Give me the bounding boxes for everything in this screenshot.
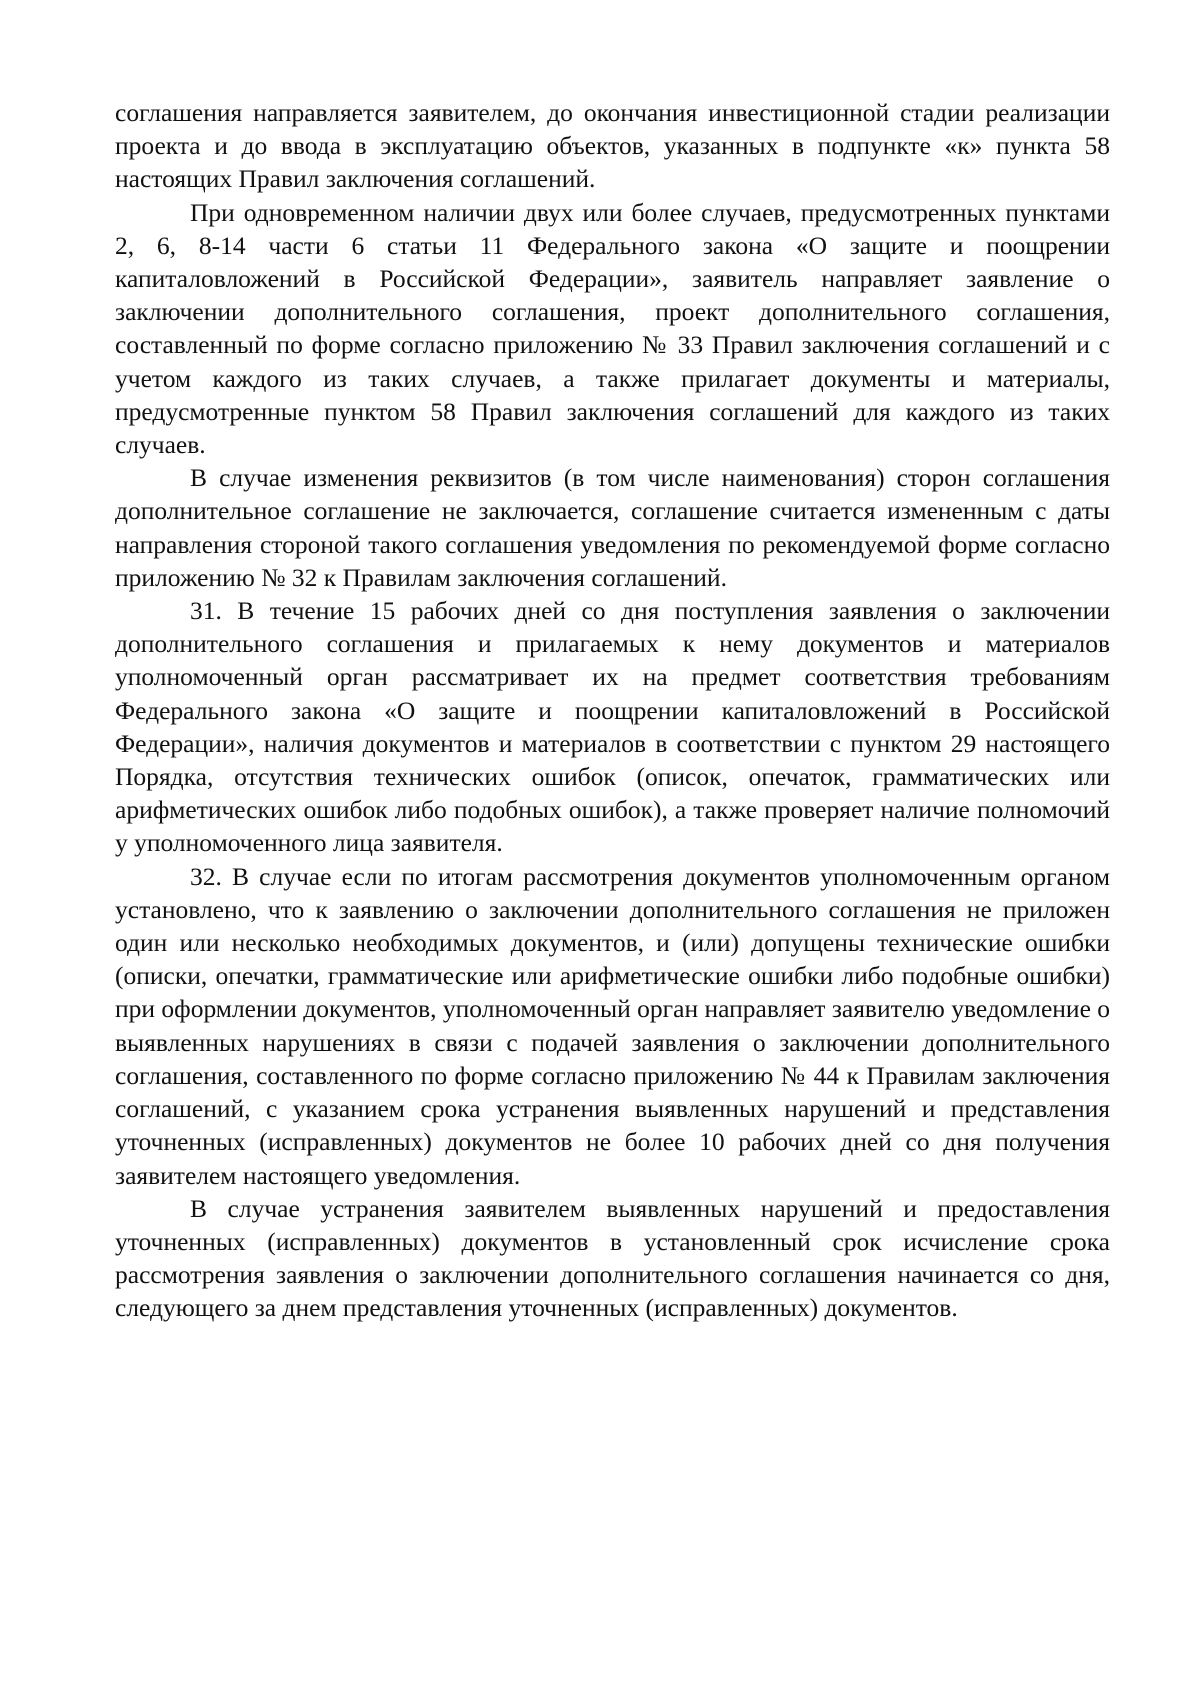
paragraph-multiple-cases: При одновременном наличии двух или более случаев, предусмотренных пунктами 2, 6, 8-14 части 6 статьи 11 Федерального закона «О защите и поощрении капиталовложений в Российской Федерации», заявитель направляет заявление о заключении дополнительного соглашения, проект дополнительного соглашения, составленный по форме согласно приложению № 33 Правил заключения соглашений и с учетом каждого из таких случаев, а также прилагает документы и материалы, предусмотренные пунктом 58 Правил заключения соглашений для каждого из таких случаев. xyxy=(115,197,1110,460)
paragraph-requisites-change: В случае изменения реквизитов (в том числе наименования) сторон соглашения дополнительное соглашение не заключается, соглашение считается измененным с даты направления стороной такого соглашения уведомления по рекомендуемой форме согласно приложению № 32 к Правилам заключения соглашений. xyxy=(115,463,1110,592)
paragraph-violations-fixed: В случае устранения заявителем выявленных нарушений и предоставления уточненных (исправленных) документов в установленный срок исчисление срока рассмотрения заявления о заключении дополнительного соглашения начинается со дня, следующего за днем представления уточненных (исправленных) документов. xyxy=(115,1193,1110,1323)
paragraph-item-32: 32. В случае если по итогам рассмотрения документов уполномоченным органом установлено, что к заявлению о заключении дополнительного соглашения не приложен один или несколько необходимых документов, и (или) допущены технические ошибки (описки, опечатки, грамматические или арифметические ошибки либо подобные ошибки) при оформлении документов, уполномоченный орган направляет заявителю уведомление о выявленных нарушениях в связи с подачей заявления о заключении дополнительного соглашения, составленного по форме согласно приложению № 44 к Правилам заключения соглашений, с указанием срока устранения выявленных нарушений и представления уточненных (исправленных) документов не более 10 рабочих дней со дня получения заявителем настоящего уведомления. xyxy=(115,861,1111,1190)
paragraph-continuation: соглашения направляется заявителем, до окончания инвестиционной стадии реализации проекта и до ввода в эксплуатацию объектов, указанных в подпункте «к» пункта 58 настоящих Правил заключения соглашений. xyxy=(115,98,1110,194)
document-body xyxy=(115,96,1110,1325)
paragraph-item-31: 31. В течение 15 рабочих дней со дня поступления заявления о заключении дополнительного соглашения и прилагаемых к нему документов и материалов уполномоченный орган рассматривает их на предмет соответствия требованиям Федерального закона «О защите и поощрении капиталовложений в Российской Федерации», наличия документов и материалов в соответствии с пунктом 29 настоящего Порядка, отсутствия технических ошибок (описок, опечаток, грамматических или арифметических ошибок либо подобных ошибок), а также проверяет наличие полномочий у уполномоченного лица заявителя. xyxy=(115,596,1110,858)
